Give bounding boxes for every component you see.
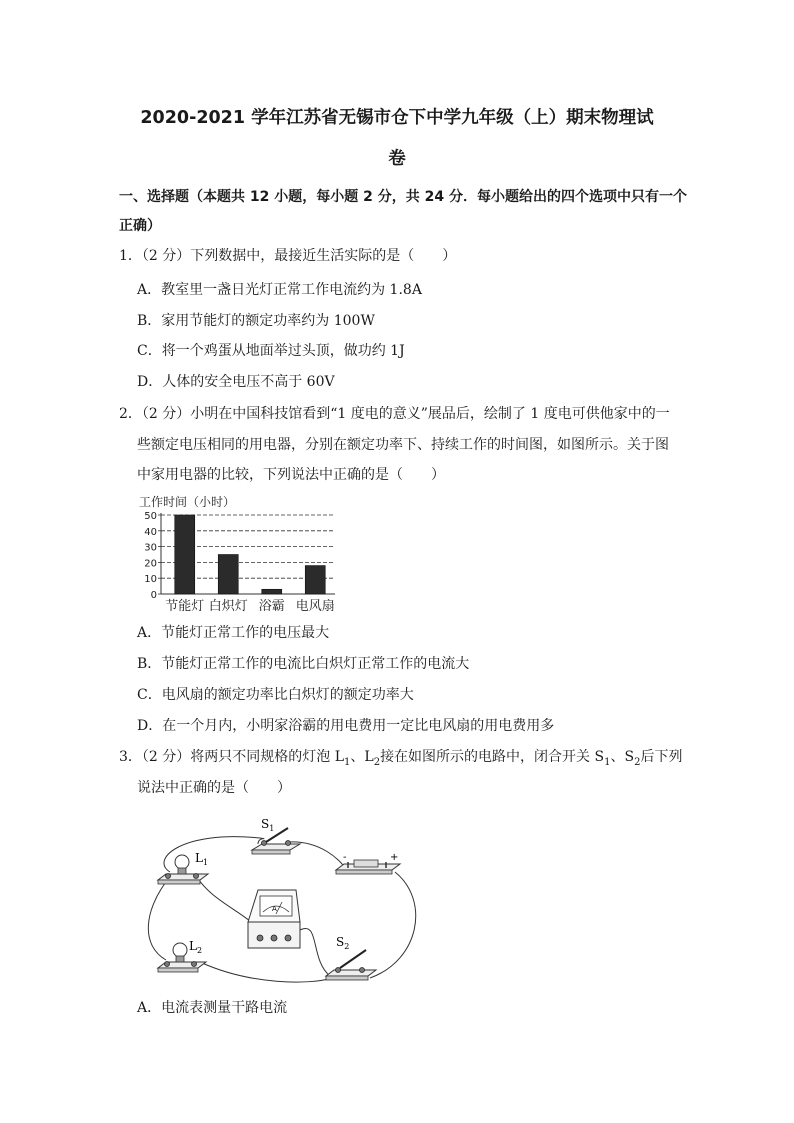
question-2-stem-line1: 2．（2 分）小明在中国科技馆看到“1 度电的意义”展品后，绘制了 1 度电可供他家中的一 [119,406,670,422]
wire-l1-l2 [148,882,166,960]
bar-电风扇 [305,566,325,594]
question-1-option-b: B．家用节能灯的额定功率约为 100W [137,313,375,329]
question-3-stem-line2: 说法中正确的是（ ） [137,780,291,796]
question-2-stem-line2: 些额定电压相同的用电器，分别在额定功率下、持续工作的时间图，如图所示。关于图 [137,437,669,453]
bar-浴霸 [262,589,282,594]
s2-label: $S_2$ [336,935,350,951]
x-tick-label: 节能灯 [165,599,205,614]
x-tick-label: 电风扇 [295,599,335,614]
x-tick-label: 浴霸 [258,599,285,614]
bar-白炽灯 [218,555,238,595]
battery-minus: - [343,852,347,863]
switch-s2 [326,950,376,980]
battery-plus: + [390,852,399,863]
l1-label: $L_1$ [195,851,209,867]
y-tick-label: 50 [144,511,157,522]
question-1-option-d: D．人体的安全电压不高于 60V [137,374,335,390]
question-2-option-b: B．节能灯正常工作的电流比白炽灯正常工作的电流大 [137,656,470,672]
question-2-option-c: C．电风扇的额定功率比白炽灯的额定功率大 [137,687,414,703]
y-tick-label: 10 [144,574,157,586]
s1-label: $S_1$ [261,817,275,833]
circuit-svg [140,810,420,990]
y-tick-label: 20 [144,558,157,570]
document-title-line1: 2020-2021 学年江苏省无锡市仓下中学九年级（上）期末物理试 [140,108,654,128]
bar-节能灯 [175,515,195,594]
document-title-line2: 卷 [388,149,406,169]
ammeter [248,890,300,948]
question-2-option-a: A．节能灯正常工作的电压最大 [137,625,330,641]
ammeter-label: A [272,905,277,913]
question-2-option-d: D．在一个月内，小明家浴霸的用电费用一定比电风扇的用电费用多 [137,718,555,734]
x-tick-label: 白炽灯 [208,599,248,614]
question-2-stem-line3: 中家用电器的比较，下列说法中正确的是（ ） [137,467,445,483]
question-3-option-a: A．电流表测量干路电流 [137,1000,288,1016]
circuit-diagram [140,810,420,990]
section-heading-cont: 正确） [119,218,161,234]
question-1-option-c: C．将一个鸡蛋从地面举过头顶，做功约 1J [137,343,405,359]
y-axis-label: 工作时间（小时） [139,495,236,509]
wire-l2-s2 [200,962,332,982]
question-3-stem-line1: 3．（2 分）将两只不同规格的灯泡 $L_1$、$L_2$接在如图所示的电路中，闭合开关 $S_1$、$S_2$后下列 [119,749,683,768]
y-tick-label: 30 [144,542,157,554]
question-1-stem: 1．（2 分）下列数据中，最接近生活实际的是（ ） [119,248,457,264]
section-heading: 一、选择题（本题共 12 小题，每小题 2 分，共 24 分．每小题给出的四个选项中只有一个 [119,189,687,205]
y-tick-label: 0 [150,590,157,601]
bar-chart-svg [139,493,359,615]
l2-label: $L_2$ [189,939,203,955]
wire-battery-s2 [370,872,416,978]
bar-chart [139,493,359,615]
question-1-option-a: A．教室里一盏日光灯正常工作电流约为 1.8A [137,282,422,298]
y-tick-label: 40 [144,526,157,538]
